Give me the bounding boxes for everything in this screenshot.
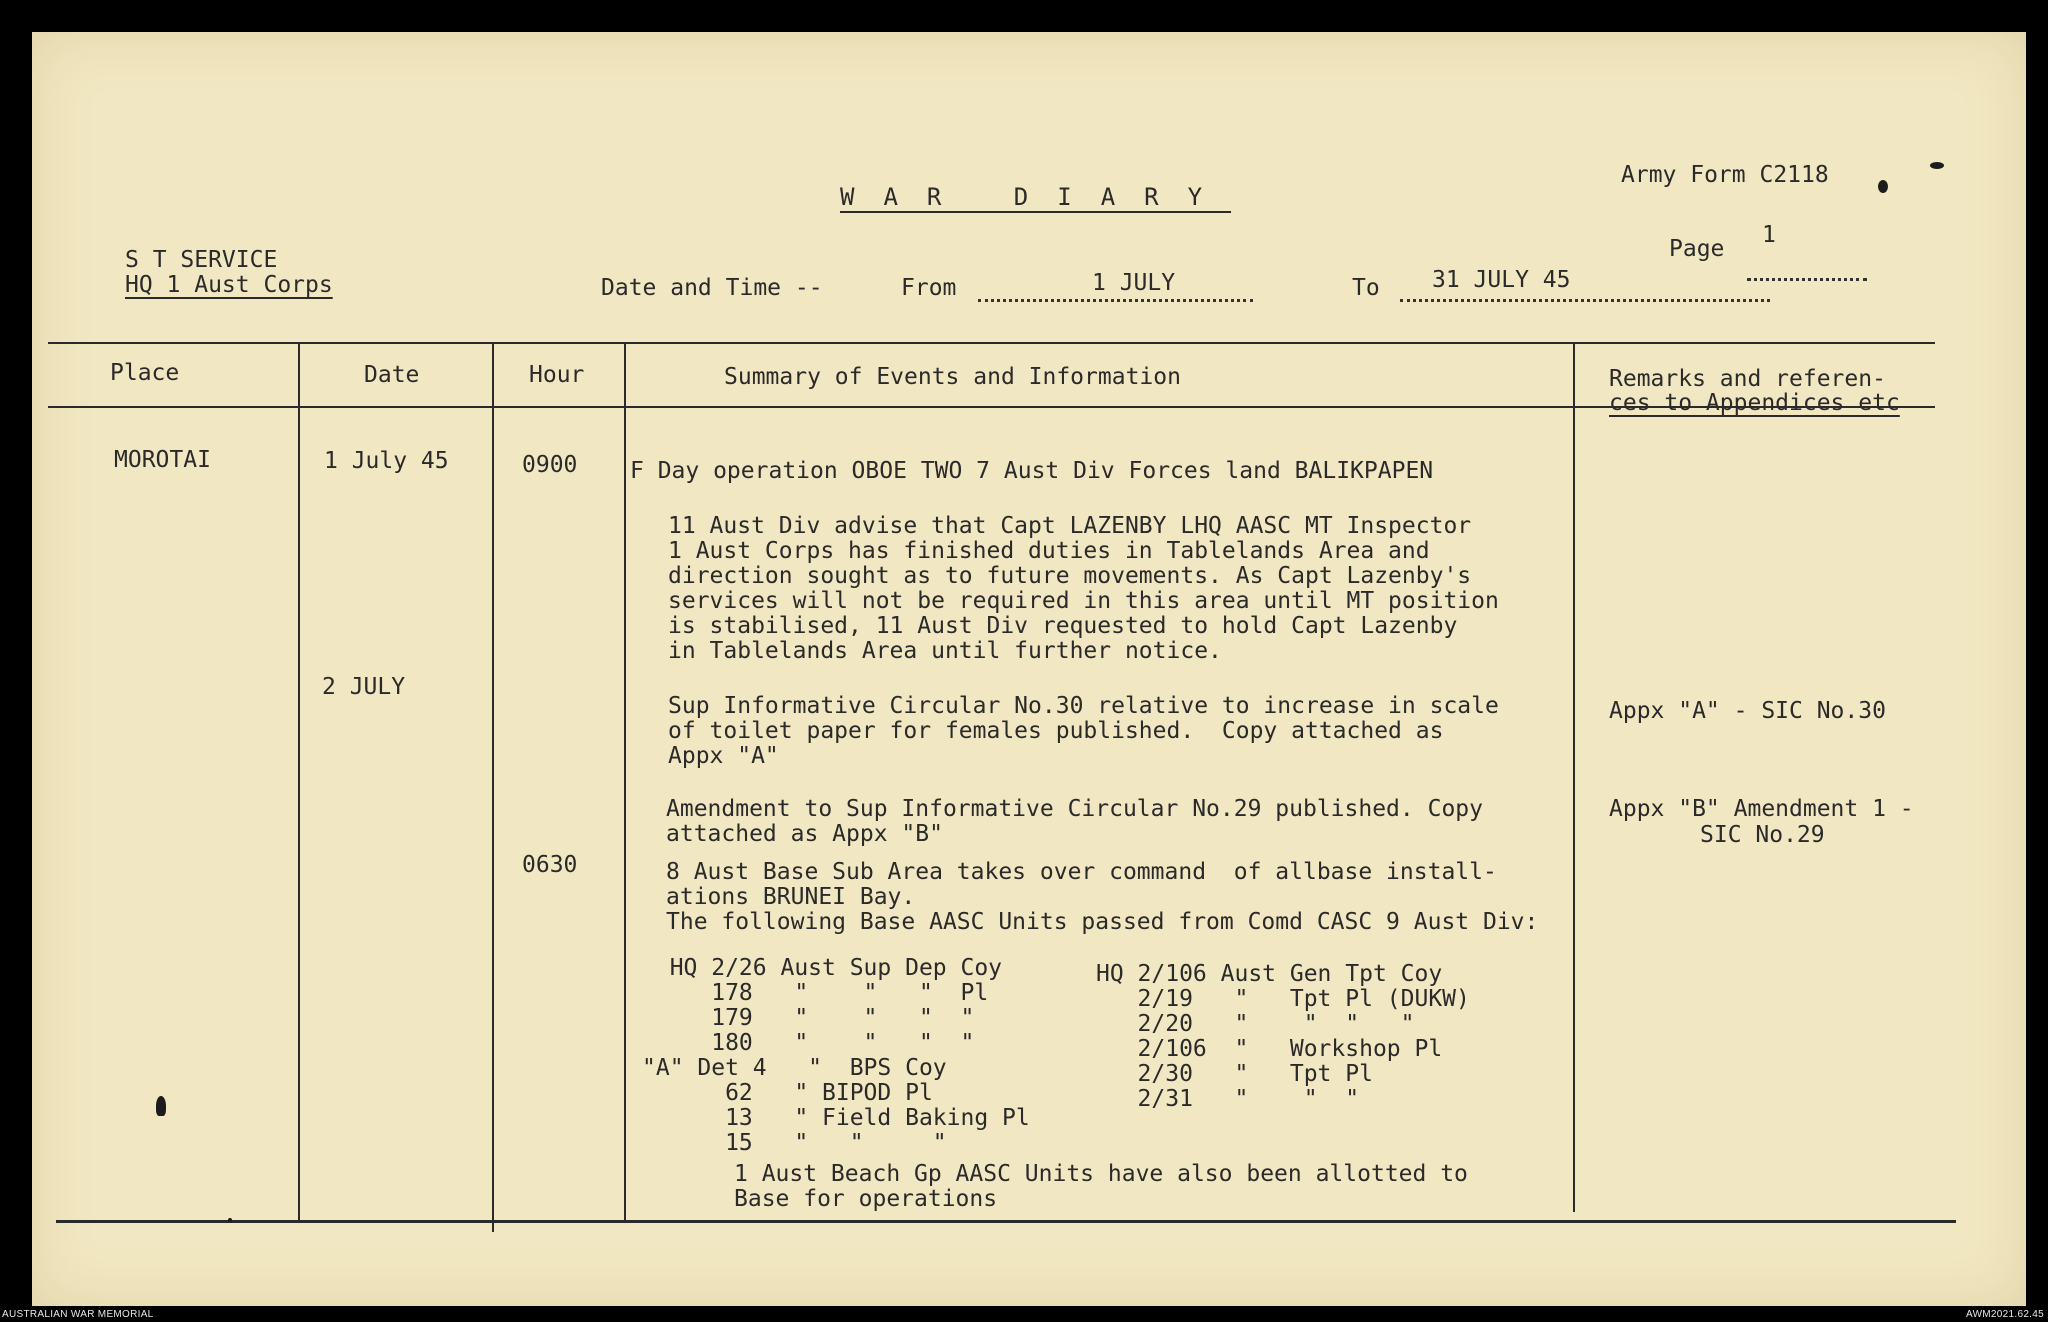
column-divider — [298, 342, 300, 1222]
event-line: of toilet paper for females published. Copy attached as — [668, 718, 1444, 744]
col-summary: Summary of Events and Information — [724, 364, 1181, 390]
col-remarks-2: ces to Appendices etc — [1609, 390, 1900, 416]
ink-mark — [1878, 180, 1888, 193]
column-divider — [624, 342, 626, 1222]
col-remarks-1: Remarks and referen- — [1609, 366, 1886, 392]
unit-line: 2/106 " Workshop Pl — [1096, 1036, 1443, 1062]
remark-appx-b-1: Appx "B" Amendment 1 - — [1609, 796, 1914, 822]
footer-credit: AUSTRALIAN WAR MEMORIAL — [2, 1309, 154, 1320]
form-number: Army Form C2118 — [1621, 162, 1829, 188]
hour-1: 0900 — [522, 452, 578, 478]
event-line: 8 Aust Base Sub Area takes over command of allbase install- — [666, 859, 1497, 885]
ink-speck — [156, 1096, 166, 1116]
event-line: services will not be required in this area until MT position — [668, 588, 1499, 614]
col-date: Date — [364, 362, 420, 388]
col-hour: Hour — [529, 362, 585, 388]
diary-page — [32, 32, 2026, 1306]
event-line: The following Base AASC Units passed from Comd CASC 9 Aust Div: — [666, 909, 1539, 935]
date-time-label: Date and Time -- — [601, 275, 823, 301]
event-line: 1 Aust Beach Gp AASC Units have also been allotted to — [734, 1161, 1468, 1187]
hour-2: 0630 — [522, 852, 578, 878]
event-line: Base for operations — [734, 1186, 998, 1212]
page-title: WAR DIARY — [840, 183, 1232, 211]
event-line: direction sought as to future movements. As Capt Lazenby's — [668, 563, 1472, 589]
event-line: Amendment to Sup Informative Circular No.29 published. Copy — [666, 796, 1483, 822]
unit-line: 2/31 " " " — [1096, 1086, 1360, 1112]
event-line: 1 Aust Corps has finished duties in Tablelands Area and — [668, 538, 1430, 564]
table-bottom-rule — [56, 1220, 1956, 1223]
unit-line: 62 " BIPOD Pl — [642, 1080, 933, 1106]
ink-speck — [228, 1218, 232, 1222]
unit-line: "A" Det 4 " BPS Coy — [642, 1055, 947, 1081]
event-f-day: F Day operation OBOE TWO 7 Aust Div Forces land BALIKPAPEN — [630, 458, 1434, 484]
event-line: ations BRUNEI Bay. — [666, 884, 916, 910]
page-dots — [1747, 258, 1867, 281]
event-line: Appx "A" — [668, 743, 779, 769]
col-place: Place — [110, 360, 180, 386]
table-top-rule — [48, 342, 1935, 344]
unit-line: 180 " " " " — [642, 1030, 975, 1056]
footer-id: AWM2021.62.45 — [1965, 1309, 2044, 1320]
to-date: 31 JULY 45 — [1432, 267, 1571, 293]
unit-line: HQ 2/106 Aust Gen Tpt Coy — [1096, 961, 1443, 987]
unit-hq: HQ 1 Aust Corps — [125, 272, 333, 298]
event-line: Sup Informative Circular No.30 relative to increase in scale — [668, 693, 1499, 719]
unit-name: S T SERVICE — [125, 247, 278, 273]
unit-line: 15 " " " — [642, 1130, 947, 1156]
place-value: MOROTAI — [114, 447, 211, 473]
column-divider — [492, 342, 494, 1232]
date-1: 1 July 45 — [324, 448, 449, 474]
remark-appx-a: Appx "A" - SIC No.30 — [1609, 698, 1886, 724]
unit-line: 2/19 " Tpt Pl (DUKW) — [1096, 986, 1470, 1012]
to-label: To — [1352, 275, 1380, 301]
page-label: Page — [1669, 236, 1725, 262]
unit-line: 2/30 " Tpt Pl — [1096, 1061, 1373, 1087]
unit-line: 2/20 " " " " — [1096, 1011, 1415, 1037]
ink-mark — [1930, 162, 1944, 169]
remark-appx-b-2: SIC No.29 — [1700, 822, 1825, 848]
unit-line: 13 " Field Baking Pl — [642, 1105, 1030, 1131]
from-date: 1 JULY — [1092, 270, 1176, 296]
date-2: 2 JULY — [322, 674, 406, 700]
event-line: attached as Appx "B" — [666, 821, 943, 847]
from-label: From — [901, 275, 957, 301]
event-line: in Tablelands Area until further notice. — [668, 638, 1222, 664]
unit-line: 178 " " " Pl — [642, 980, 989, 1006]
event-line: 11 Aust Div advise that Capt LAZENBY LHQ AASC MT Inspector — [668, 513, 1472, 539]
page-number: 1 — [1762, 222, 1776, 248]
column-divider — [1573, 342, 1575, 1212]
unit-line: 179 " " " " — [642, 1005, 975, 1031]
unit-line: HQ 2/26 Aust Sup Dep Coy — [642, 955, 1003, 981]
event-line: is stabilised, 11 Aust Div requested to hold Capt Lazenby — [668, 613, 1458, 639]
